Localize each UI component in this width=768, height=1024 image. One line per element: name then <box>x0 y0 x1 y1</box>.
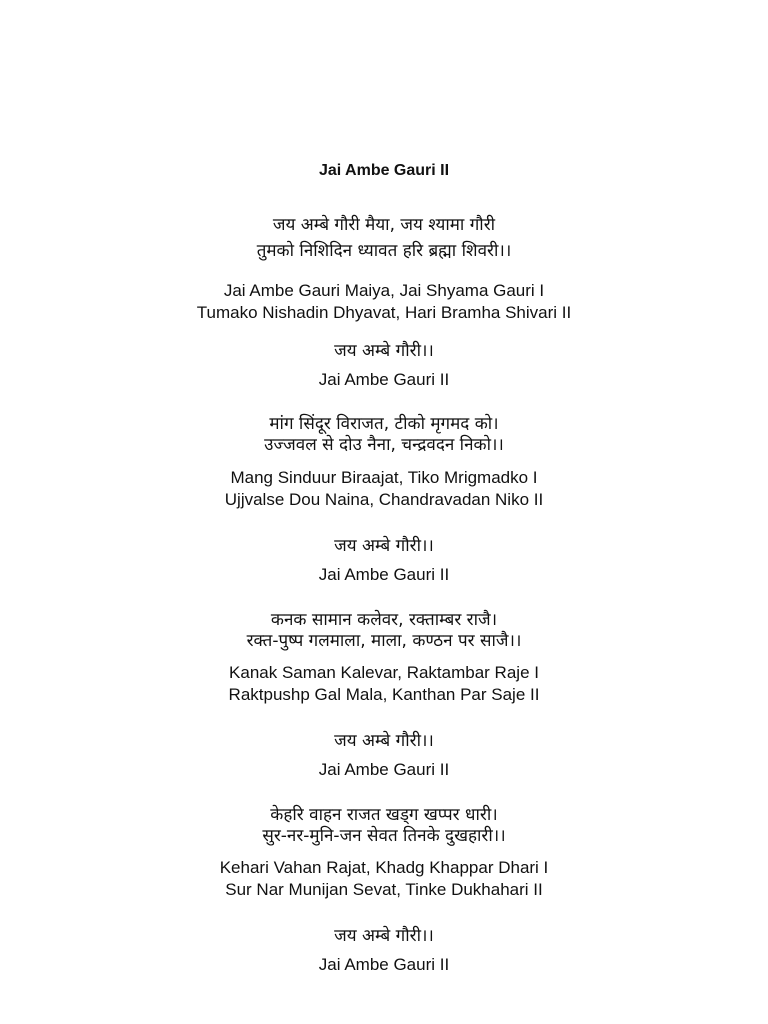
page-title: Jai Ambe Gauri II <box>318 162 450 179</box>
hindi-verse-line: जय अम्बे गौरी मैया, जय श्यामा गौरी <box>272 215 496 235</box>
hindi-verse-line: कनक सामान कलेवर, रक्ताम्बर राजै। <box>270 610 498 630</box>
hindi-refrain: जय अम्बे गौरी।। <box>334 926 434 946</box>
transliteration-line: Jai Ambe Gauri Maiya, Jai Shyama Gauri I <box>223 281 545 300</box>
hindi-refrain: जय अम्बे गौरी।। <box>334 536 434 556</box>
refrain-transliteration: Jai Ambe Gauri II <box>318 955 450 974</box>
transliteration-line: Tumako Nishadin Dhyavat, Hari Bramha Shivari II <box>196 303 572 322</box>
transliteration-line: Sur Nar Munijan Sevat, Tinke Dukhahari II <box>225 880 543 899</box>
refrain-transliteration: Jai Ambe Gauri II <box>318 760 450 779</box>
transliteration-line: Kanak Saman Kalevar, Raktambar Raje I <box>229 663 539 682</box>
hindi-verse-line: केहरि वाहन राजत खड्ग खप्पर धारी। <box>270 805 498 825</box>
hindi-refrain: जय अम्बे गौरी।। <box>334 341 434 361</box>
transliteration-line: Kehari Vahan Rajat, Khadg Khappar Dhari I <box>219 858 549 877</box>
transliteration-line: Mang Sinduur Biraajat, Tiko Mrigmadko I <box>230 468 538 487</box>
hindi-verse-line: सुर-नर-मुनि-जन सेवत तिनके दुखहारी।। <box>262 826 506 846</box>
hindi-refrain: जय अम्बे गौरी।। <box>334 731 434 751</box>
hindi-verse-line: मांग सिंदूर विराजत, टीको मृगमद को। <box>269 414 499 434</box>
refrain-transliteration: Jai Ambe Gauri II <box>318 370 450 389</box>
refrain-transliteration: Jai Ambe Gauri II <box>318 565 450 584</box>
hindi-verse-line: तुमको निशिदिन ध्यावत हरि ब्रह्मा शिवरी।। <box>256 241 512 261</box>
hindi-verse-line: रक्त-पुष्प गलमाला, माला, कण्ठन पर साजै।। <box>246 631 522 651</box>
transliteration-line: Raktpushp Gal Mala, Kanthan Par Saje II <box>228 685 540 704</box>
transliteration-line: Ujjvalse Dou Naina, Chandravadan Niko II <box>224 490 544 509</box>
hindi-verse-line: उज्जवल से दोउ नैना, चन्द्रवदन निको।। <box>264 435 504 455</box>
